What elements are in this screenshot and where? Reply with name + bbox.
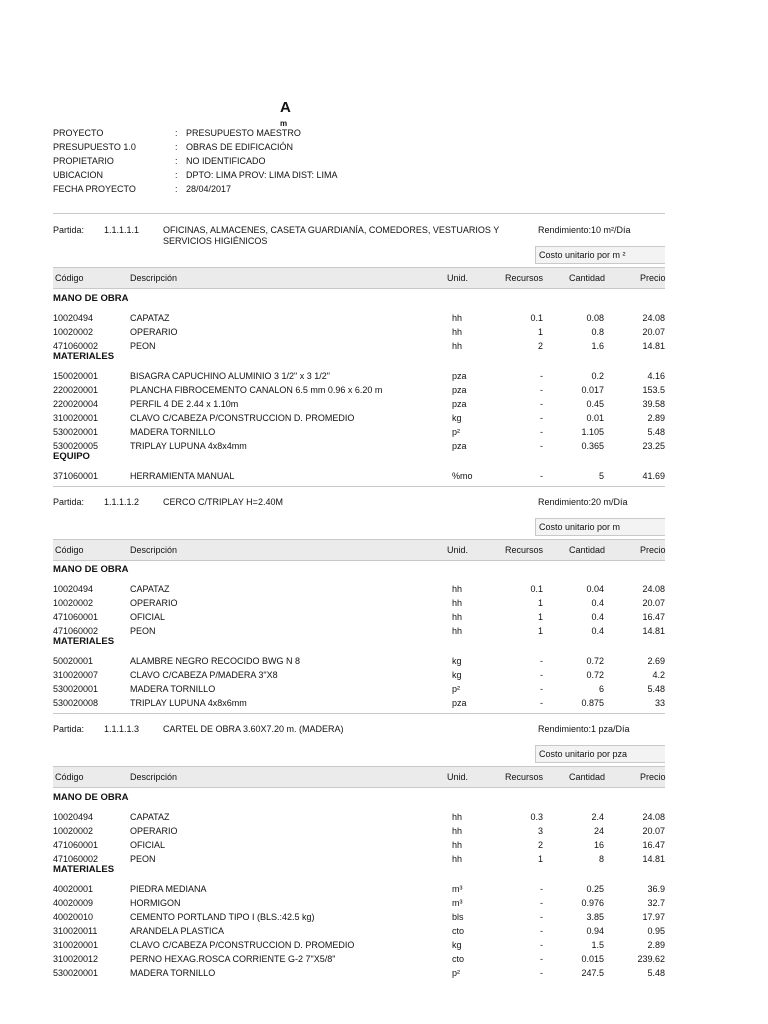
cell-recursos: - — [540, 656, 543, 666]
table-row — [0, 427, 768, 441]
cell-precio: 24.08 — [642, 313, 665, 323]
cell-precio: 4.16 — [647, 371, 665, 381]
category-heading: MANO DE OBRA — [53, 564, 129, 575]
header-colon: : — [175, 156, 178, 166]
cell-precio: 20.07 — [642, 598, 665, 608]
table-row — [0, 441, 768, 455]
cell-cantidad: 0.976 — [581, 898, 604, 908]
cell-recursos: - — [540, 940, 543, 950]
cell-precio: 14.81 — [642, 626, 665, 636]
col-header-unid: Unid. — [447, 273, 469, 283]
cell-code: 310020001 — [53, 413, 99, 423]
cell-description: PEON — [130, 626, 156, 636]
cell-cantidad: 16 — [593, 840, 604, 850]
cell-precio: 4.2 — [652, 670, 665, 680]
header-label: PROYECTO — [53, 128, 104, 138]
cell-cantidad: 1.5 — [591, 940, 604, 950]
cell-code: 310020001 — [53, 940, 99, 950]
cell-code: 220020001 — [53, 385, 99, 395]
cell-precio: 41.69 — [642, 471, 665, 481]
cell-unit: hh — [452, 854, 463, 864]
cell-unit: kg — [452, 940, 462, 950]
cell-unit: hh — [452, 313, 463, 323]
cell-precio: 16.47 — [642, 612, 665, 622]
cell-code: 371060001 — [53, 471, 99, 481]
section-divider — [53, 713, 665, 714]
col-header-cantidad: Cantidad — [569, 545, 606, 555]
cell-code: 471060001 — [53, 612, 99, 622]
header-row — [53, 182, 338, 196]
cell-description: OPERARIO — [130, 598, 178, 608]
col-header-unid: Unid. — [447, 772, 469, 782]
cell-description: CEMENTO PORTLAND TIPO I (BLS.:42.5 kg) — [130, 912, 315, 922]
cell-precio: 5.48 — [647, 427, 665, 437]
category-heading: MATERIALES — [53, 351, 115, 362]
header-value: NO IDENTIFICADO — [186, 156, 266, 166]
partida-code: 1.1.1.1.2 — [104, 497, 140, 507]
cell-unit: hh — [452, 327, 463, 337]
cell-precio: 24.08 — [642, 584, 665, 594]
table-row — [0, 626, 768, 640]
header-value: DPTO: LIMA PROV: LIMA DIST: LIMA — [186, 170, 338, 180]
cell-cantidad: 1.6 — [591, 341, 604, 351]
cell-recursos: 1 — [537, 598, 543, 608]
cell-cantidad: 247.5 — [581, 968, 604, 978]
cell-precio: 39.58 — [642, 399, 665, 409]
cell-cantidad: 0.2 — [591, 371, 604, 381]
cell-unit: hh — [452, 341, 463, 351]
cell-unit: kg — [452, 656, 462, 666]
cell-unit: p² — [452, 684, 461, 694]
header-colon: : — [175, 170, 178, 180]
table-row — [0, 968, 768, 982]
cell-recursos: - — [540, 399, 543, 409]
col-header-recursos: Recursos — [505, 545, 544, 555]
cell-precio: 24.08 — [642, 812, 665, 822]
cell-precio: 2.69 — [647, 656, 665, 666]
cell-code: 471060002 — [53, 341, 99, 351]
table-row — [0, 898, 768, 912]
cell-unit: hh — [452, 840, 463, 850]
costo-unitario-box: Costo unitario por m ² — [535, 246, 665, 264]
header-colon: : — [175, 184, 178, 194]
cell-cantidad: 0.94 — [586, 926, 604, 936]
cell-code: 310020012 — [53, 954, 99, 964]
header-colon: : — [175, 142, 178, 152]
cell-unit: hh — [452, 626, 463, 636]
cell-recursos: - — [540, 926, 543, 936]
col-header-cantidad: Cantidad — [569, 772, 606, 782]
cell-description: OFICIAL — [130, 612, 166, 622]
cell-unit: hh — [452, 584, 463, 594]
cell-recursos: 1 — [537, 327, 543, 337]
cell-description: CLAVO C/CABEZA P/MADERA 3"X8 — [130, 670, 278, 680]
cell-cantidad: 3.85 — [586, 912, 604, 922]
project-header — [53, 126, 338, 196]
cell-cantidad: 0.25 — [586, 884, 604, 894]
cell-precio: 20.07 — [642, 826, 665, 836]
header-row — [53, 154, 338, 168]
table-row — [0, 471, 768, 485]
cell-description: ALAMBRE NEGRO RECOCIDO BWG N 8 — [130, 656, 301, 666]
cell-code: 40020001 — [53, 884, 94, 894]
cell-code: 220020004 — [53, 399, 99, 409]
cell-description: CAPATAZ — [130, 584, 170, 594]
category-heading: MATERIALES — [53, 864, 115, 875]
header-row — [53, 168, 338, 182]
cell-unit: pza — [452, 698, 467, 708]
cell-recursos: - — [540, 898, 543, 908]
cell-recursos: 2 — [537, 840, 543, 850]
cell-precio: 14.81 — [642, 341, 665, 351]
cell-description: PLANCHA FIBROCEMENTO CANALON 6.5 mm 0.96 x 6.20 m — [130, 385, 383, 395]
col-header-cantidad: Cantidad — [569, 273, 606, 283]
header-label: FECHA PROYECTO — [53, 184, 136, 194]
table-row — [0, 884, 768, 898]
cell-code: 10020494 — [53, 812, 94, 822]
cell-cantidad: 0.365 — [581, 441, 604, 451]
col-header-precio: Precio — [640, 545, 666, 555]
col-header-desc: Descripción — [130, 772, 178, 782]
cell-recursos: - — [540, 385, 543, 395]
cell-code: 471060002 — [53, 854, 99, 864]
category-heading: EQUIPO — [53, 451, 90, 462]
column-header — [53, 766, 665, 788]
header-value: PRESUPUESTO MAESTRO — [186, 128, 301, 138]
cell-code: 530020001 — [53, 684, 99, 694]
cell-recursos: - — [540, 968, 543, 978]
table-row — [0, 926, 768, 940]
cell-precio: 5.48 — [647, 968, 665, 978]
table-row — [0, 656, 768, 670]
col-header-unid: Unid. — [447, 545, 469, 555]
cell-recursos: - — [540, 427, 543, 437]
cell-unit: m³ — [452, 898, 463, 908]
cell-cantidad: 0.015 — [581, 954, 604, 964]
table-row — [0, 954, 768, 968]
cell-description: BISAGRA CAPUCHINO ALUMINIO 3 1/2" x 3 1/2" — [130, 371, 330, 381]
col-header-recursos: Recursos — [505, 273, 544, 283]
cell-unit: pza — [452, 371, 467, 381]
header-label: PROPIETARIO — [53, 156, 114, 166]
partida-rendimiento: Rendimiento:1 pza/Día — [538, 724, 630, 734]
cell-recursos: 0.1 — [530, 313, 543, 323]
cell-unit: hh — [452, 598, 463, 608]
cell-description: HERRAMIENTA MANUAL — [130, 471, 235, 481]
table-row — [0, 670, 768, 684]
table-row — [0, 413, 768, 427]
partida-description: CARTEL DE OBRA 3.60X7.20 m. (MADERA) — [163, 724, 344, 734]
cell-unit: pza — [452, 399, 467, 409]
cell-cantidad: 0.08 — [586, 313, 604, 323]
cell-precio: 2.89 — [647, 940, 665, 950]
partida-description: CERCO C/TRIPLAY H=2.40M — [163, 497, 283, 507]
cell-cantidad: 0.04 — [586, 584, 604, 594]
cell-code: 530020001 — [53, 427, 99, 437]
cell-unit: p² — [452, 968, 461, 978]
cell-description: CLAVO C/CABEZA P/CONSTRUCCION D. PROMEDIO — [130, 413, 355, 423]
cell-recursos: - — [540, 670, 543, 680]
col-header-code: Código — [55, 545, 84, 555]
cell-precio: 14.81 — [642, 854, 665, 864]
table-row — [0, 854, 768, 868]
cell-cantidad: 5 — [598, 471, 604, 481]
cell-cantidad: 0.8 — [591, 327, 604, 337]
table-row — [0, 940, 768, 954]
cell-code: 10020494 — [53, 313, 94, 323]
cell-recursos: - — [540, 371, 543, 381]
cell-precio: 16.47 — [642, 840, 665, 850]
cell-description: OPERARIO — [130, 327, 178, 337]
cell-description: MADERA TORNILLO — [130, 427, 216, 437]
cell-cantidad: 8 — [598, 854, 604, 864]
cell-description: PIEDRA MEDIANA — [130, 884, 207, 894]
cell-cantidad: 1.105 — [581, 427, 604, 437]
cell-unit: hh — [452, 612, 463, 622]
page-letter: A — [280, 99, 291, 116]
cell-recursos: 1 — [537, 612, 543, 622]
table-row — [0, 612, 768, 626]
cell-cantidad: 0.72 — [586, 656, 604, 666]
cell-code: 40020009 — [53, 898, 94, 908]
partida-label: Partida: — [53, 225, 85, 235]
header-value: 28/04/2017 — [186, 184, 232, 194]
cell-cantidad: 0.875 — [581, 698, 604, 708]
cell-code: 471060001 — [53, 840, 99, 850]
header-label: UBICACION — [53, 170, 104, 180]
cell-precio: 17.97 — [642, 912, 665, 922]
partida-rendimiento: Rendimiento:20 m/Día — [538, 497, 628, 507]
col-header-code: Código — [55, 772, 84, 782]
cell-code: 50020001 — [53, 656, 94, 666]
cell-description: PERFIL 4 DE 2.44 x 1.10m — [130, 399, 239, 409]
header-value: OBRAS DE EDIFICACIÓN — [186, 142, 294, 152]
cell-precio: 0.95 — [647, 926, 665, 936]
cell-recursos: 1 — [537, 626, 543, 636]
cell-precio: 32.7 — [647, 898, 665, 908]
cell-code: 310020011 — [53, 926, 98, 936]
table-row — [0, 385, 768, 399]
cell-unit: %mo — [452, 471, 473, 481]
cell-cantidad: 0.72 — [586, 670, 604, 680]
cell-description: PEON — [130, 854, 156, 864]
partida-description: OFICINAS, ALMACENES, CASETA GUARDIANÍA, COMEDORES, VESTUARIOS Y SERVICIOS HIGIÉNICOS — [163, 225, 500, 246]
cell-cantidad: 2.4 — [591, 812, 604, 822]
cell-description: CAPATAZ — [130, 313, 170, 323]
col-header-precio: Precio — [640, 772, 666, 782]
col-header-precio: Precio — [640, 273, 666, 283]
table-row — [0, 313, 768, 327]
cell-recursos: - — [540, 698, 543, 708]
cell-precio: 23.25 — [642, 441, 665, 451]
partida-code: 1.1.1.1.3 — [104, 724, 140, 734]
cell-recursos: 1 — [537, 854, 543, 864]
table-row — [0, 812, 768, 826]
cell-recursos: 3 — [537, 826, 543, 836]
table-row — [0, 912, 768, 926]
cell-description: PERNO HEXAG.ROSCA CORRIENTE G-2 7"X5/8" — [130, 954, 336, 964]
cell-recursos: - — [540, 684, 543, 694]
cell-recursos: - — [540, 471, 543, 481]
cell-precio: 36.9 — [647, 884, 665, 894]
category-heading: MATERIALES — [53, 636, 115, 647]
cell-code: 471060002 — [53, 626, 99, 636]
cell-code: 530020005 — [53, 441, 99, 451]
section-divider — [53, 486, 665, 487]
cell-unit: kg — [452, 670, 462, 680]
cell-unit: pza — [452, 441, 467, 451]
cell-unit: bls — [452, 912, 464, 922]
partida-label: Partida: — [53, 497, 85, 507]
cell-description: MADERA TORNILLO — [130, 684, 216, 694]
cell-cantidad: 0.4 — [591, 612, 604, 622]
column-header — [53, 539, 665, 561]
cell-code: 40020010 — [53, 912, 94, 922]
cell-unit: cto — [452, 954, 465, 964]
table-row — [0, 840, 768, 854]
cell-unit: p² — [452, 427, 461, 437]
cell-description: OFICIAL — [130, 840, 166, 850]
col-header-desc: Descripción — [130, 273, 178, 283]
cell-recursos: 0.1 — [530, 584, 543, 594]
cell-unit: m³ — [452, 884, 463, 894]
table-row — [0, 399, 768, 413]
cell-precio: 33 — [654, 698, 665, 708]
cell-code: 530020008 — [53, 698, 99, 708]
cell-description: CLAVO C/CABEZA P/CONSTRUCCION D. PROMEDIO — [130, 940, 355, 950]
cell-code: 150020001 — [53, 371, 99, 381]
category-heading: MANO DE OBRA — [53, 293, 129, 304]
cell-code: 10020494 — [53, 584, 94, 594]
cell-code: 10020002 — [53, 826, 94, 836]
cell-description: TRIPLAY LUPUNA 4x8x4mm — [130, 441, 247, 451]
cell-recursos: 0.3 — [530, 812, 543, 822]
cell-description: OPERARIO — [130, 826, 178, 836]
section-divider — [53, 213, 665, 214]
table-row — [0, 371, 768, 385]
cell-precio: 239.62 — [637, 954, 665, 964]
table-row — [0, 698, 768, 712]
cell-cantidad: 0.4 — [591, 626, 604, 636]
table-row — [0, 598, 768, 612]
cell-cantidad: 0.01 — [586, 413, 604, 423]
column-header — [53, 267, 665, 289]
cell-description: MADERA TORNILLO — [130, 968, 216, 978]
cell-unit: hh — [452, 826, 463, 836]
header-colon: : — [175, 128, 178, 138]
cell-cantidad: 6 — [598, 684, 604, 694]
cell-description: PEON — [130, 341, 156, 351]
cell-recursos: - — [540, 884, 543, 894]
cell-cantidad: 0.017 — [581, 385, 604, 395]
cell-precio: 153.5 — [642, 385, 665, 395]
table-row — [0, 684, 768, 698]
cell-unit: pza — [452, 385, 467, 395]
cell-cantidad: 0.45 — [586, 399, 604, 409]
col-header-code: Código — [55, 273, 84, 283]
cell-unit: hh — [452, 812, 463, 822]
cell-precio: 2.89 — [647, 413, 665, 423]
table-row — [0, 826, 768, 840]
partida-label: Partida: — [53, 724, 85, 734]
table-row — [0, 327, 768, 341]
cell-recursos: - — [540, 912, 543, 922]
cell-code: 10020002 — [53, 327, 94, 337]
cell-recursos: - — [540, 441, 543, 451]
table-row — [0, 341, 768, 355]
cell-code: 310020007 — [53, 670, 99, 680]
header-row — [53, 126, 338, 140]
cell-recursos: 2 — [537, 341, 543, 351]
cell-cantidad: 24 — [593, 826, 604, 836]
cell-cantidad: 0.4 — [591, 598, 604, 608]
header-label: PRESUPUESTO 1.0 — [53, 142, 136, 152]
table-row — [0, 584, 768, 598]
cell-precio: 20.07 — [642, 327, 665, 337]
partida-code: 1.1.1.1.1 — [104, 225, 140, 235]
costo-unitario-box: Costo unitario por pza — [535, 745, 665, 763]
costo-unitario-box: Costo unitario por m — [535, 518, 665, 536]
cell-precio: 5.48 — [647, 684, 665, 694]
cell-description: ARANDELA PLASTICA — [130, 926, 225, 936]
cell-code: 530020001 — [53, 968, 99, 978]
cell-recursos: - — [540, 413, 543, 423]
cell-description: TRIPLAY LUPUNA 4x8x6mm — [130, 698, 247, 708]
cell-unit: kg — [452, 413, 462, 423]
header-row — [53, 140, 338, 154]
cell-description: HORMIGON — [130, 898, 181, 908]
col-header-desc: Descripción — [130, 545, 178, 555]
category-heading: MANO DE OBRA — [53, 792, 129, 803]
col-header-recursos: Recursos — [505, 772, 544, 782]
cell-description: CAPATAZ — [130, 812, 170, 822]
cell-code: 10020002 — [53, 598, 94, 608]
page-subletter: m — [280, 119, 288, 128]
cell-unit: cto — [452, 926, 465, 936]
partida-rendimiento: Rendimiento:10 m²/Día — [538, 225, 631, 235]
cell-recursos: - — [540, 954, 543, 964]
